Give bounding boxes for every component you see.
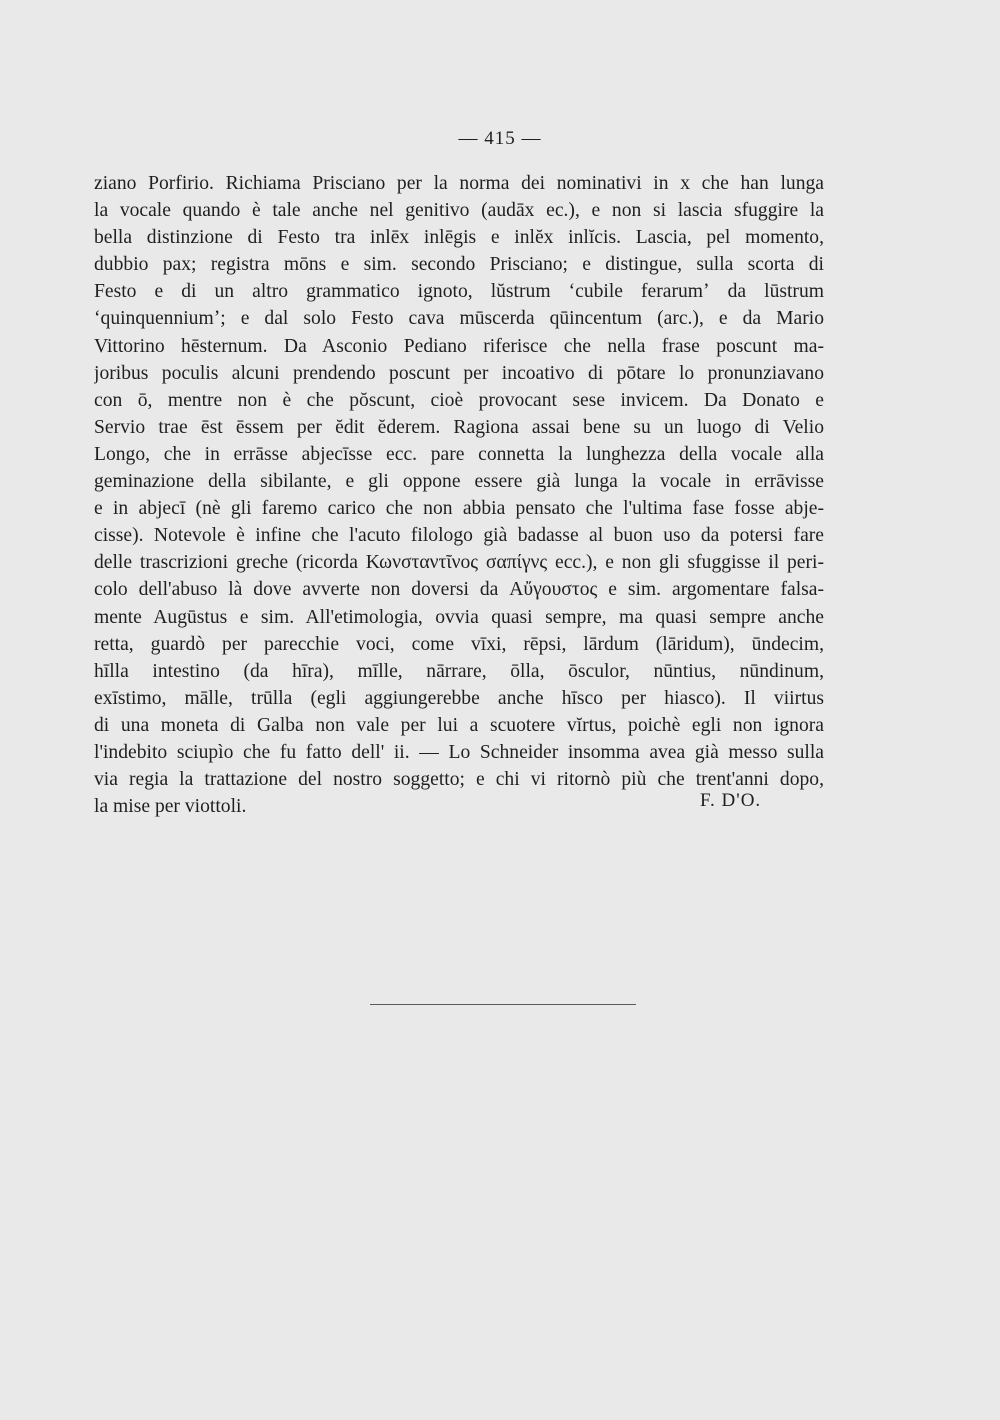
text-line: di una moneta di Galba non vale per lui a scuotere vĭrtus, poichè egli non ignora <box>94 714 824 736</box>
text-line: l'indebito sciupìo che fu fatto dell' ii. — Lo Schneider insomma avea già messo sulla <box>94 741 824 763</box>
text-line: mente Augūstus e sim. All'etimologia, ovvia quasi sempre, ma quasi sempre anche <box>94 606 824 628</box>
text-line: joribus poculis alcuni prendendo poscunt per incoativo di pōtare lo pronunziavano <box>94 362 824 384</box>
text-line: e in abjecī (nè gli faremo carico che non abbia pensato che l'ultima fase fosse abje- <box>94 498 824 520</box>
text-line: con ō, mentre non è che pŏscunt, cioè provocant sese invicem. Da Donato e <box>94 389 824 411</box>
text-line: bella distinzione di Festo tra inlēx inlēgis e inlĕx inlĭcis. Lascia, pel momento, <box>94 227 824 249</box>
text-line: exīstimo, māllе, trūlla (egli aggiungerebbe anche hīsco per hiasco). Il viirtus <box>94 687 824 709</box>
text-line: ziano Porfirio. Richiama Prisciano per la norma dei nominativi in x che han lunga <box>94 173 824 194</box>
text-line: la mise per viottoli. <box>94 796 247 818</box>
body-text <box>94 170 824 820</box>
text-line: Festo e di un altro grammatico ignoto, lŭstrum ʻcubile ferarumʼ da lūstrum <box>94 281 824 303</box>
text-line: via regia la trattazione del nostro soggetto; e chi vi ritornò più che trent'anni dopo, <box>94 769 824 791</box>
text-line: geminazione della sibilante, e gli oppone essere già lunga la vocale in errāvisse <box>94 471 824 493</box>
text-line: la vocale quando è tale anche nel genitivo (audāx ec.), e non si lascia sfuggire la <box>94 200 824 222</box>
text-line: ʻquinquenniumʼ; e dal solo Festo cava mūscerda qūincentum (arc.), e da Mario <box>94 308 824 330</box>
text-line: dubbio pax; registra mōns e sim. secondo Prisciano; e distingue, sulla scorta di <box>94 254 824 276</box>
section-divider <box>370 1004 636 1005</box>
author-signature: F. D'O. <box>700 790 762 811</box>
text-line: hīlla intestino (da hīra), mīlle, nārrare, ōlla, ōsculor, nūntius, nūndinum, <box>94 660 824 682</box>
page-number: — 415 — <box>458 128 542 149</box>
text-line: Servio trae ēst ēssem per ĕdit ĕderem. Ragiona assai bene su un luogo di Velio <box>94 416 824 438</box>
text-line: Vittorino hēsternum. Da Asconio Pediano riferisce che nella frase poscunt ma- <box>94 335 824 357</box>
text-line: delle trascrizioni greche (ricorda Κωνσταντῖνος σαπίγνς ecc.), e non gli sfuggisse il peri- <box>94 552 824 574</box>
text-line: colo dell'abuso là dove avverte non doversi da Αὔγουστος e sim. argomentare falsa- <box>94 579 824 601</box>
text-line: Longo, che in errāsse abjecīsse ecc. pare connetta la lunghezza della vocale alla <box>94 443 824 465</box>
text-line: cisse). Notevole è infine che l'acuto filologo già badasse al buon uso da potersi fare <box>94 525 824 547</box>
text-line: retta, guardò per parecchie voci, come vīxi, rēpsi, lārdum (lāridum), ūndecim, <box>94 633 824 655</box>
